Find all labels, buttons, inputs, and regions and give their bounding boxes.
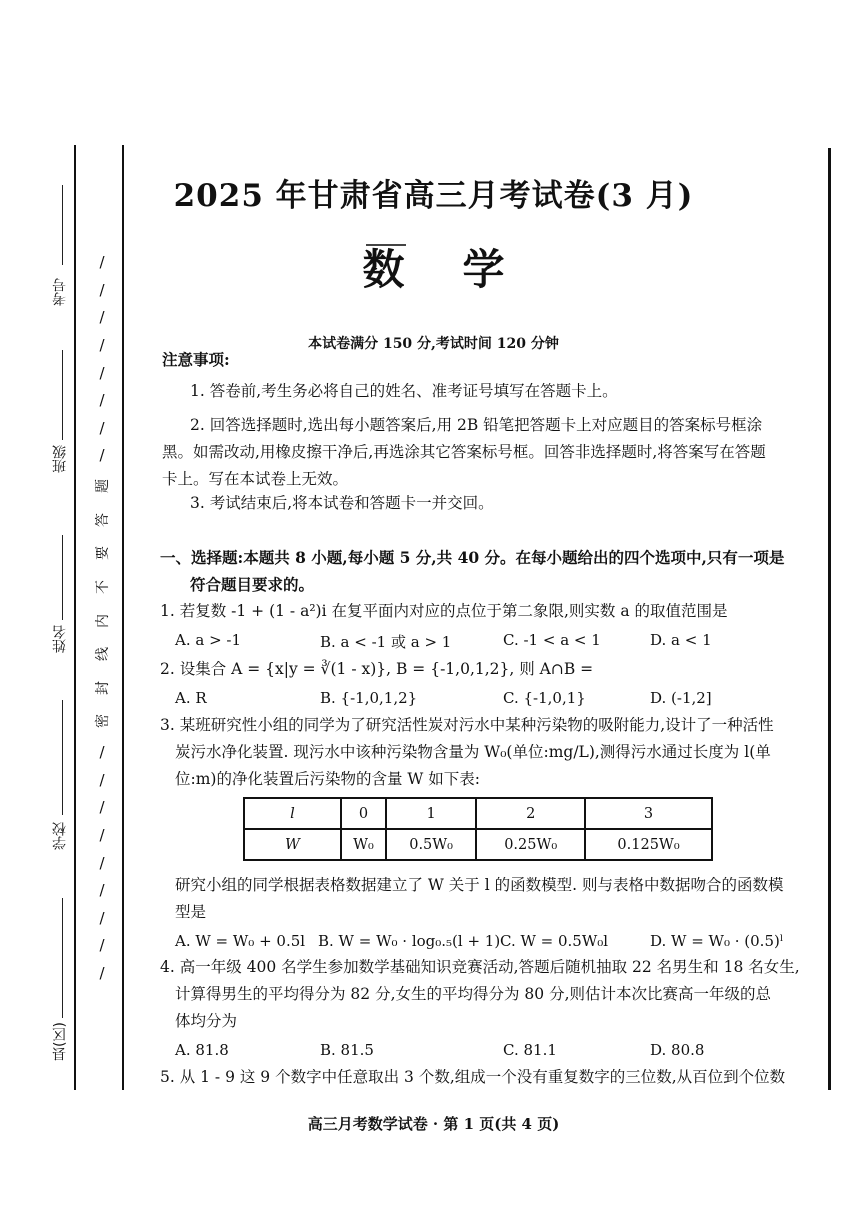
- question-3-line-2: 炭污水净化装置. 现污水中该种污染物含量为 W₀(单位:mg/L),测得污水通过长度为 l(单: [175, 743, 771, 761]
- question-4-line-2: 计算得男生的平均得分为 82 分,女生的平均得分为 80 分,则估计本次比赛高一年级的总: [175, 985, 772, 1003]
- question-3-option-a: A. W = W₀ + 0.5l: [175, 932, 306, 950]
- question-4-line-3: 体均分为: [175, 1012, 238, 1030]
- exam-meta: 本试卷满分 150 分,考试时间 120 分钟: [308, 336, 559, 352]
- question-4-line-1: 4. 高一年级 400 名学生参加数学基础知识竞赛活动,答题后随机抽取 22 名男生和 18 名女生,: [160, 958, 800, 976]
- question-3-option-b: B. W = W₀ · log₀.₅(l + 1): [318, 932, 501, 950]
- notice-item-2-line-1: 2. 回答选择题时,选出每小题答案后,用 2B 铅笔把答题卡上对应题目的答案标号框涂: [190, 416, 763, 434]
- county-blank[interactable]: [62, 898, 63, 1018]
- section-heading-line-2: 符合题目要求的。: [190, 575, 315, 594]
- question-1-stem: 1. 若复数 -1 + (1 - a²)i 在复平面内对应的点位于第二象限,则实数 a 的取值范围是: [160, 602, 728, 620]
- question-4-option-c: C. 81.1: [503, 1041, 557, 1059]
- class-label: 班级: [52, 445, 68, 473]
- notice-item-2-line-3: 卡上。写在本试卷上无效。: [162, 470, 349, 488]
- question-1-option-d: D. a < 1: [650, 631, 712, 649]
- table-cell: 0.25W₀: [476, 829, 585, 860]
- name-label: 姓名: [52, 625, 68, 653]
- question-2-option-a: A. R: [175, 689, 207, 707]
- page-footer: 高三月考数学试卷 · 第 1 页(共 4 页): [307, 1115, 560, 1133]
- table-cell-text: W: [285, 836, 300, 853]
- exam-number-label: 考号: [52, 278, 68, 306]
- section-heading-line-1: 一、选择题:本题共 8 小题,每小题 5 分,共 40 分。在每小题给出的四个选项中,只有一项是: [160, 548, 785, 567]
- school-blank[interactable]: [62, 700, 63, 815]
- question-1-option-a: A. a > -1: [175, 631, 242, 649]
- question-3-option-d: D. W = W₀ · (0.5)ˡ: [650, 932, 784, 950]
- notice-item-1: 1. 答卷前,考生务必将自己的姓名、准考证号填写在答题卡上。: [190, 382, 618, 400]
- question-3-line-3: 位:m)的净化装置后污染物的含量 W 如下表:: [175, 770, 480, 788]
- exam-title: 2025 年甘肃省高三月考试卷(3 月): [173, 178, 694, 214]
- table-row: [244, 798, 712, 829]
- seal-char: 答: [95, 512, 111, 527]
- seal-char: 题: [95, 479, 111, 493]
- table-cell: [244, 798, 341, 829]
- table-cell: [244, 829, 341, 860]
- question-4-option-b: B. 81.5: [320, 1041, 374, 1059]
- table-cell: 0.125W₀: [585, 829, 712, 860]
- class-blank[interactable]: [62, 350, 63, 440]
- table-cell: 0.5W₀: [386, 829, 476, 860]
- seal-char: 密: [95, 714, 111, 729]
- notice-item-3: 3. 考试结束后,将本试卷和答题卡一并交回。: [190, 494, 494, 512]
- seal-char: 线: [95, 647, 111, 662]
- name-blank[interactable]: [62, 535, 63, 620]
- question-4-option-a: A. 81.8: [175, 1041, 229, 1059]
- county-label: 县(区): [52, 1022, 68, 1061]
- seal-char: 不: [95, 579, 111, 594]
- seal-char: 要: [95, 546, 111, 561]
- question-2-option-c: C. {-1,0,1}: [503, 689, 586, 707]
- question-3-line-1: 3. 某班研究性小组的同学为了研究活性炭对污水中某种污染物的吸附能力,设计了一种活性: [160, 716, 774, 734]
- table-cell: 3: [585, 798, 712, 829]
- school-label: 学校: [52, 822, 68, 850]
- question-3-option-c: C. W = 0.5W₀l: [500, 932, 609, 950]
- question-2-option-d: D. (-1,2]: [650, 689, 712, 707]
- subject-title: 数学: [362, 245, 563, 294]
- table-cell: W₀: [341, 829, 386, 860]
- question-3-line-4: 研究小组的同学根据表格数据建立了 W 关于 l 的函数模型. 则与表格中数据吻合的函数模: [175, 876, 784, 894]
- notice-heading: 注意事项:: [162, 350, 230, 369]
- seal-char: 封: [95, 680, 111, 695]
- question-1-option-c: C. -1 < a < 1: [503, 631, 601, 649]
- question-2-stem: 2. 设集合 A = {x|y = ∛(1 - x)}, B = {-1,0,1,2}, 则 A∩B =: [160, 660, 594, 678]
- table-row: [244, 829, 712, 860]
- table-cell: 2: [476, 798, 585, 829]
- question-1-option-b: B. a < -1 或 a > 1: [320, 633, 452, 651]
- table-cell-text: l: [290, 805, 295, 822]
- question-4-option-d: D. 80.8: [650, 1041, 705, 1059]
- seal-char: 内: [95, 613, 111, 628]
- question-2-option-b: B. {-1,0,1,2}: [320, 689, 418, 707]
- notice-item-2-line-2: 黑。如需改动,用橡皮擦干净后,再选涂其它答案标号框。回答非选择题时,将答案写在答题: [162, 443, 766, 461]
- question-5-line-1: 5. 从 1 - 9 这 9 个数字中任意取出 3 个数,组成一个没有重复数字的三位数,从百位到个位数: [160, 1068, 786, 1086]
- question-3-table: [243, 797, 713, 861]
- table-cell: 0: [341, 798, 386, 829]
- table-cell: 1: [386, 798, 476, 829]
- question-3-line-5: 型是: [175, 903, 207, 921]
- seal-line-notice: / / / / / / / / 题 答 要 不 内 线 封 密 / / / / / / / / /: [88, 255, 116, 980]
